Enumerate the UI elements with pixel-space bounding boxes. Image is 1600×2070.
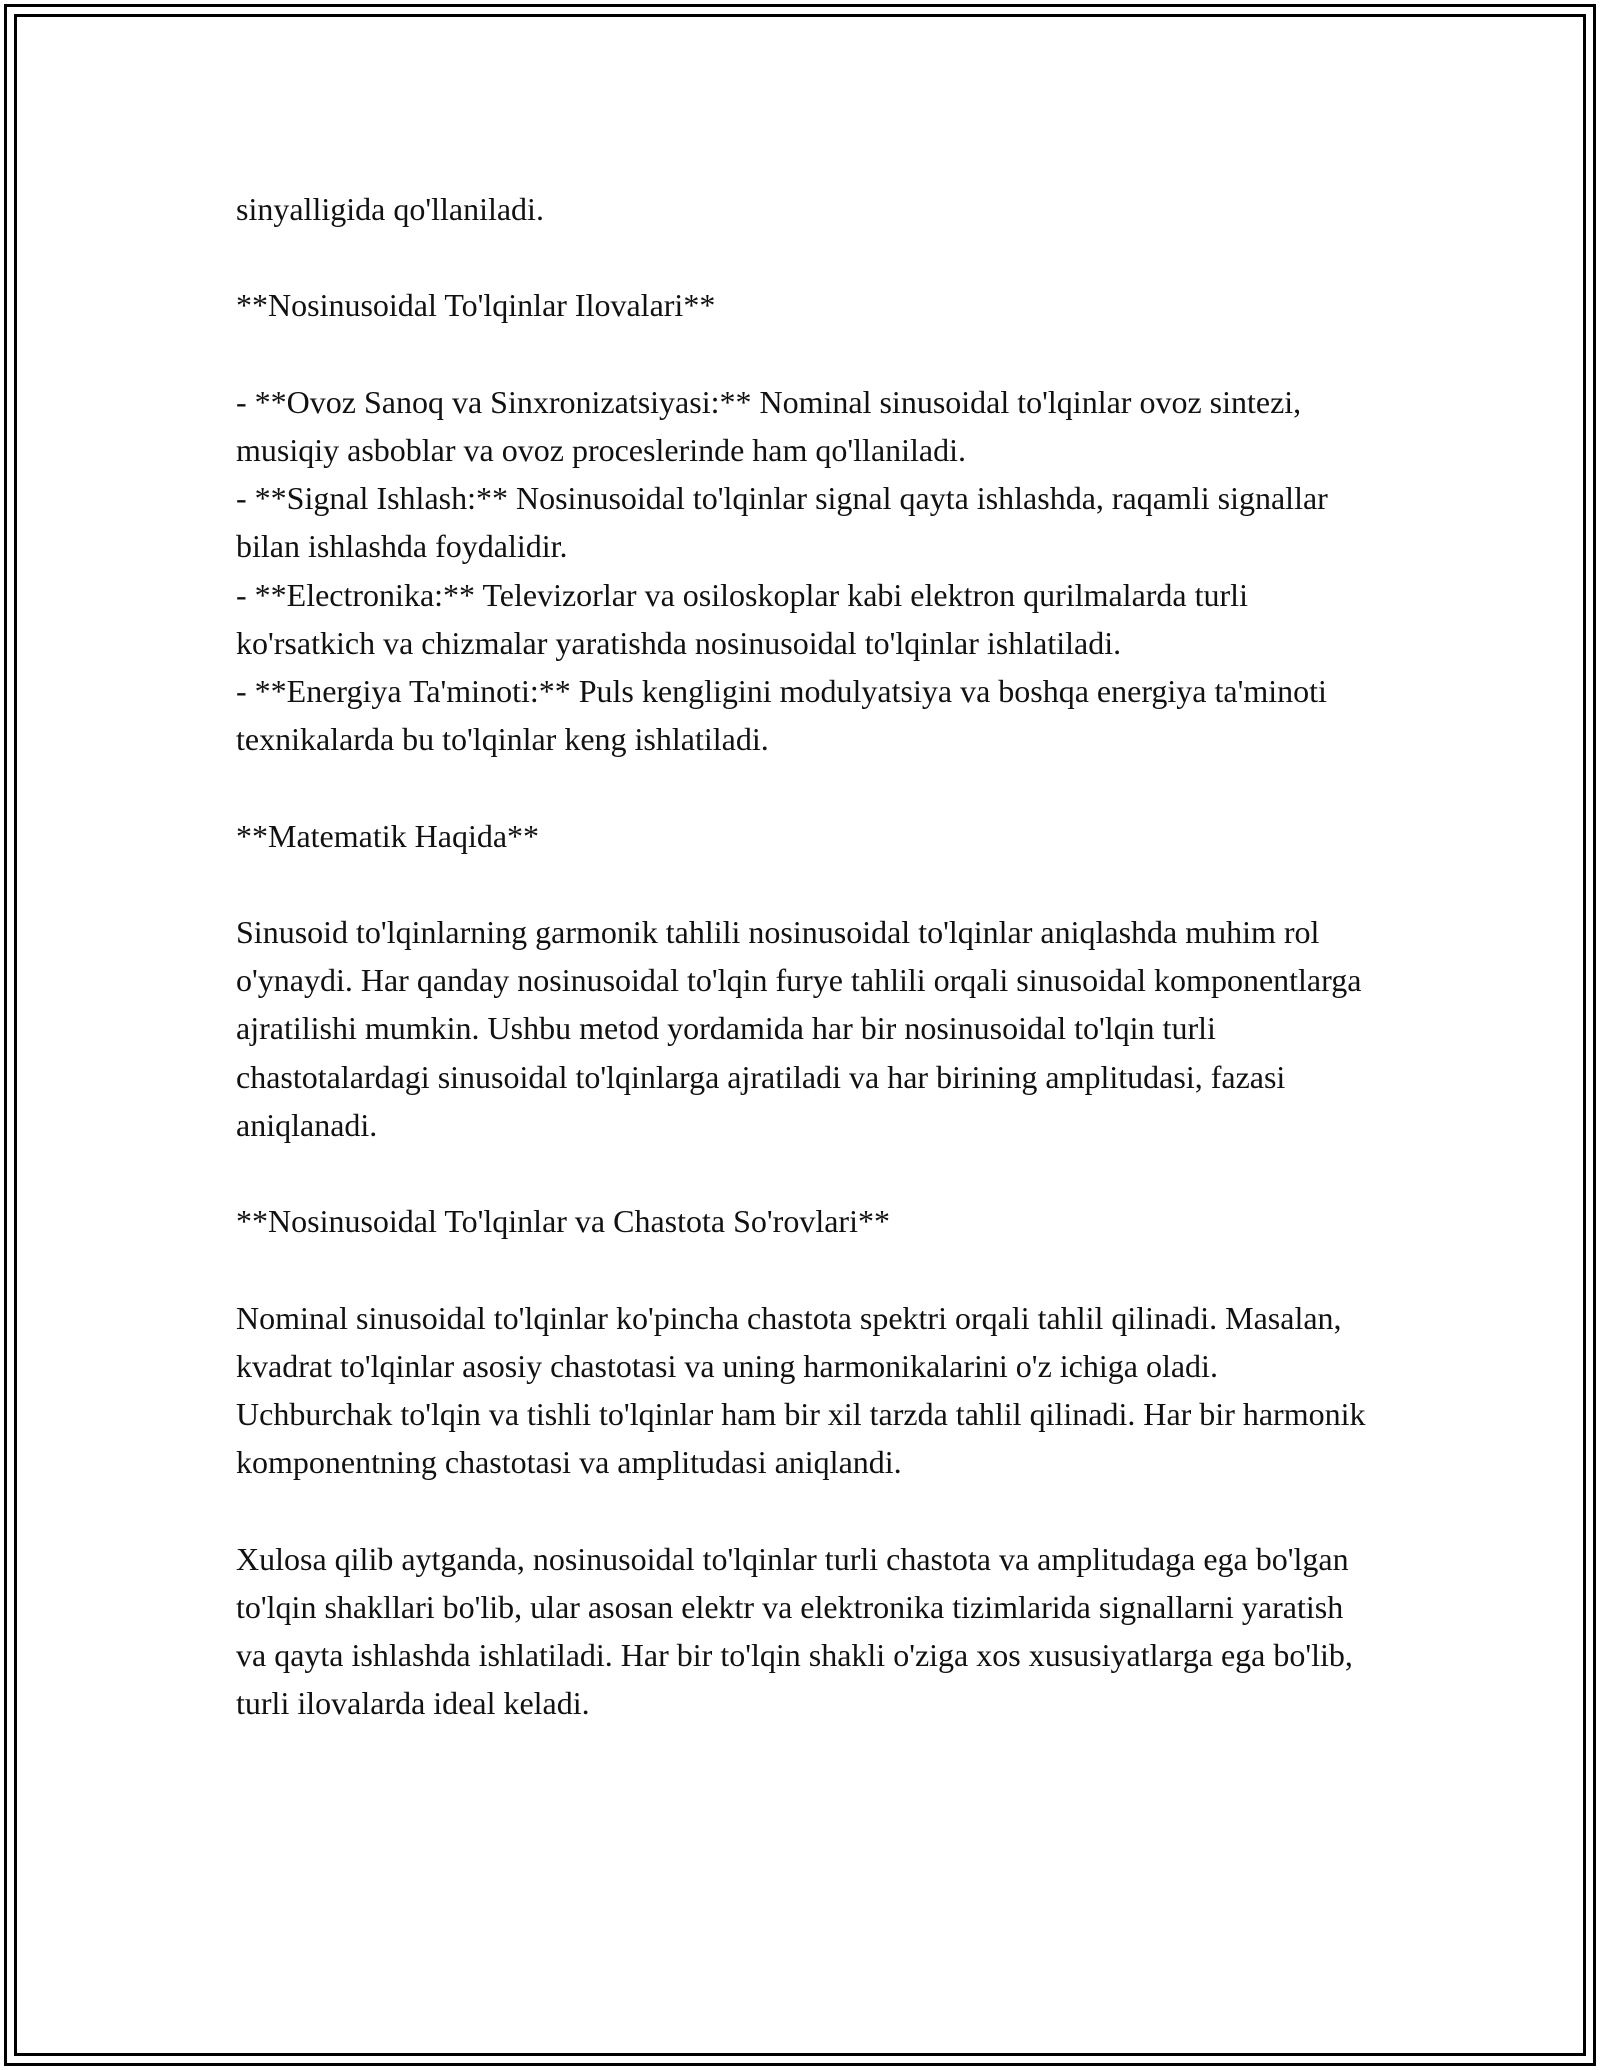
list-item: - **Ovoz Sanoq va Sinxronizatsiyasi:** Nominal sinusoidal to'lqinlar ovoz sintezi, musiqiy asboblar va ovoz proceslerinde ham qo'llaniladi. (236, 383, 1302, 468)
section-heading-applications: **Nosinusoidal To'lqinlar Ilovalari** (236, 287, 716, 324)
list-item: - **Energiya Ta'minoti:** Puls kengligini modulyatsiya va boshqa energiya ta'minoti texnikalarda bu to'lqinlar keng ishlatiladi. (236, 673, 1327, 758)
document-body (236, 185, 1366, 1727)
paragraph-frequency: Nominal sinusoidal to'lqinlar ko'pincha chastota spektri orqali tahlil qilinadi. Masalan, kvadrat to'lqinlar asosiy chastotasi va uning harmonikalarini o'z ichiga oladi. Uchburchak to'lqin va tishli to'lqinlar ham bir xil tarzda tahlil qilinadi. Har bir harmonik komponentning chastotasi va amplitudasi aniqlandi. (236, 1299, 1366, 1481)
list-item: - **Signal Ishlash:** Nosinusoidal to'lqinlar signal qayta ishlashda, raqamli signallar bilan ishlashda foydalidir. (236, 480, 1328, 565)
paragraph-conclusion: Xulosa qilib aytganda, nosinusoidal to'lqinlar turli chastota va amplitudaga ega bo'lgan to'lqin shakllari bo'lib, ular asosan elektr va elektronika tizimlarida signallarni yaratish va qayta ishlashda ishlatiladi. Har bir to'lqin shakli o'ziga xos xususiyatlarga ega bo'lib, turli ilovalarda ideal keladi. (236, 1540, 1353, 1722)
paragraph-math: Sinusoid to'lqinlarning garmonik tahlili nosinusoidal to'lqinlar aniqlashda muhim rol o'ynaydi. Har qanday nosinusoidal to'lqin furye tahlili orqali sinusoidal komponentlarga ajratilishi mumkin. Ushbu metod yordamida har bir nosinusoidal to'lqin turli chastotalardagi sinusoidal to'lqinlarga ajratiladi va har birining amplitudasi, fazasi aniqlanadi. (236, 913, 1362, 1143)
list-item: - **Electronika:** Televizorlar va osiloskoplar kabi elektron qurilmalarda turli ko'rsatkich va chizmalar yaratishda nosinusoidal to'lqinlar ishlatiladi. (236, 576, 1248, 661)
section-heading-math: **Matematik Haqida** (236, 817, 540, 854)
paragraph-continuation: sinyalligida qo'llaniladi. (236, 191, 544, 227)
section-heading-frequency: **Nosinusoidal To'lqinlar va Chastota So'rovlari** (236, 1203, 890, 1240)
applications-list (236, 378, 1366, 764)
